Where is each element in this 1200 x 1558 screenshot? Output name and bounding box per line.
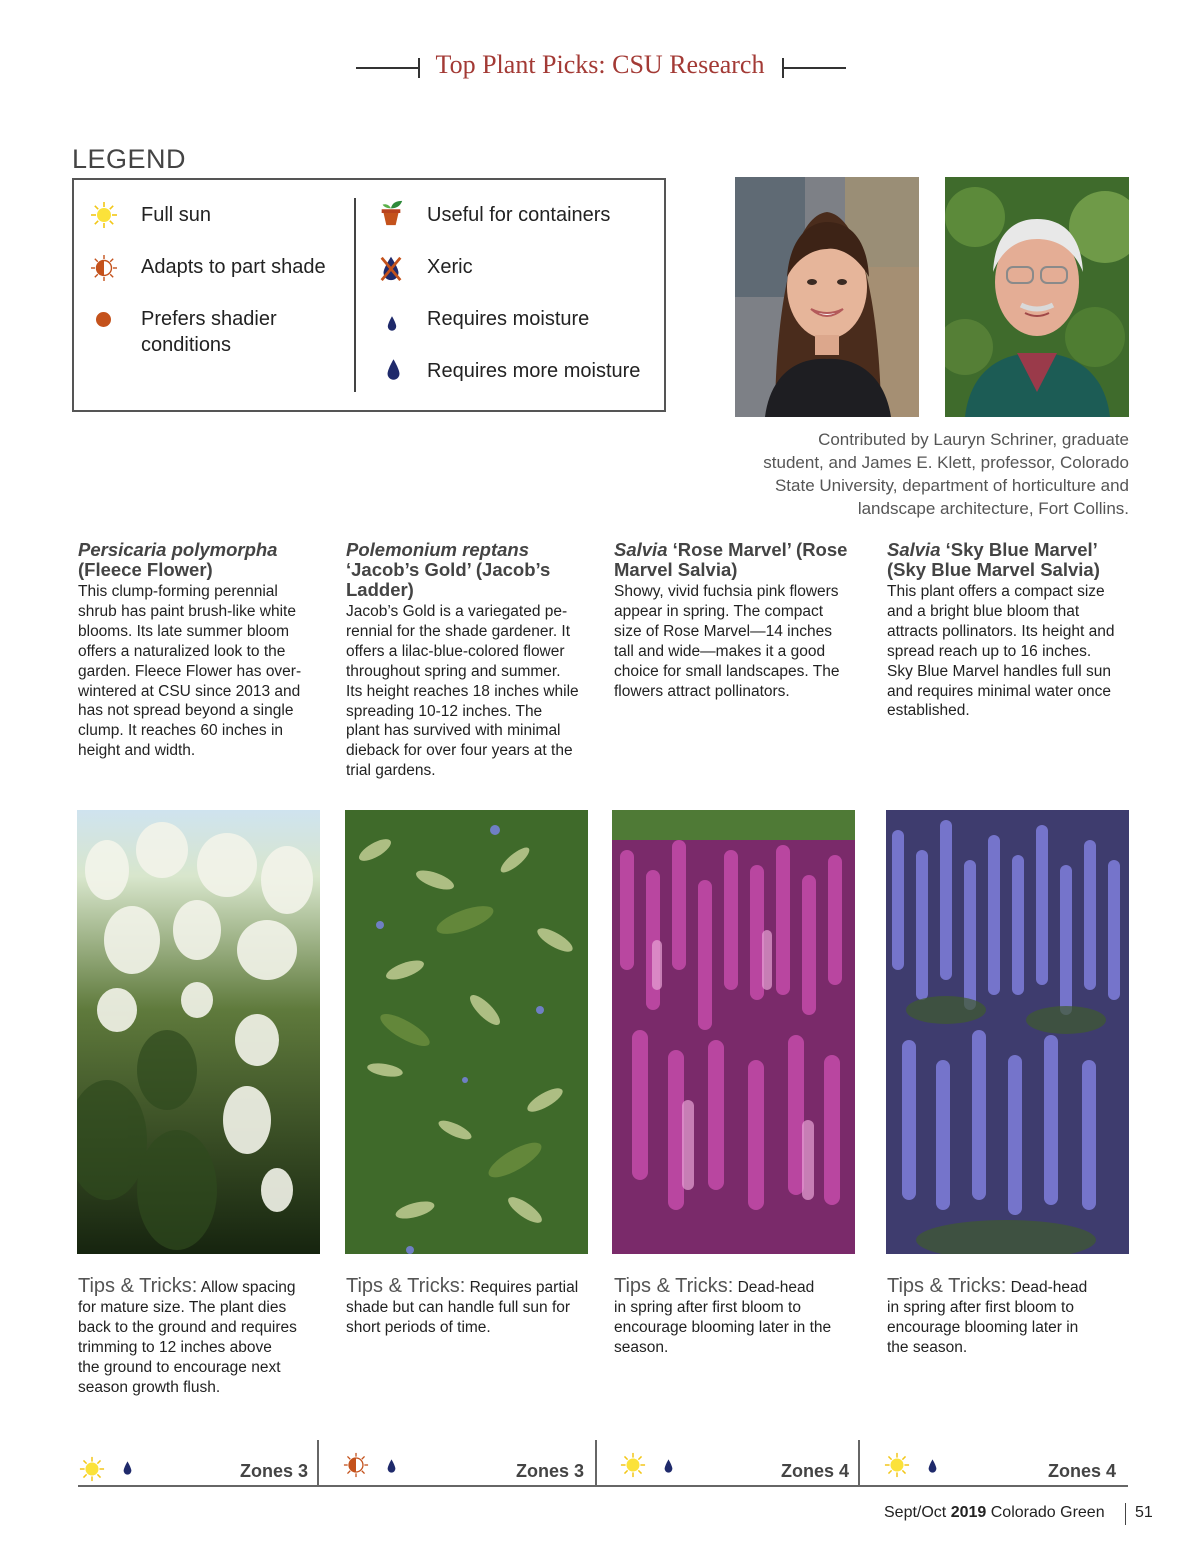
desc-line: Showy, vivid fuchsia pink flowers: [614, 583, 839, 600]
tips-line: trimming to 12 inches above: [78, 1339, 272, 1356]
plant-description: [614, 582, 839, 701]
zone-label: Zones 3: [240, 1461, 309, 1481]
desc-line: choice for small landscapes. The: [614, 662, 840, 680]
tips-line: Dead-head: [1010, 1279, 1088, 1296]
sun-icon: [90, 201, 118, 229]
tips-line: in spring after first bloom to: [887, 1299, 1074, 1316]
desc-line: shrub has paint brush-like white: [78, 602, 296, 620]
zone-bar-rule: [78, 1485, 1128, 1487]
desc-line: offers a lilac-blue-colored flower: [346, 642, 565, 660]
issue-month: Sept/Oct: [884, 1504, 947, 1521]
desc-line: dieback for over four years at the: [346, 742, 573, 760]
desc-line: flowers attract pollinators.: [614, 682, 790, 700]
plant-common-name: Marvel Salvia): [614, 559, 738, 580]
desc-line: throughout spring and summer.: [346, 662, 561, 680]
rose-marvel-salvia-photo: [612, 810, 855, 1254]
plant-description: [887, 582, 1114, 721]
legend-shadier-line1: Prefers shadier: [141, 308, 277, 330]
tips-label: Tips & Tricks:: [614, 1275, 734, 1297]
legend-more-moisture: Requires more moisture: [427, 360, 641, 382]
desc-line: offers a naturalized look to the: [78, 642, 286, 660]
tips-jacobs-ladder: [346, 1276, 578, 1338]
tips-line: the ground to encourage next: [78, 1359, 281, 1376]
plant-common-name: (Fleece Flower): [78, 559, 213, 580]
plant-description: [346, 602, 579, 781]
plant-title-rose-marvel: [614, 540, 847, 580]
plant-description: [78, 582, 301, 761]
header-rule-right: [782, 67, 846, 69]
desc-line: and requires minimal water once: [887, 682, 1111, 700]
desc-line: size of Rose Marvel—14 inches: [614, 622, 832, 640]
sun-icon: [79, 1456, 105, 1482]
zone-label: Zones 4: [781, 1461, 850, 1481]
small-drop-icon: [122, 1460, 133, 1476]
page-title: Top Plant Picks: CSU Research: [435, 50, 765, 79]
contributor-credit: [700, 428, 1129, 520]
footer-divider: [1125, 1503, 1126, 1525]
desc-line: appear in spring. The compact: [614, 602, 824, 620]
desc-line: spread reach up to 16 inches.: [887, 642, 1092, 660]
issue-footer: [884, 1504, 1105, 1522]
tips-fleece-flower: [78, 1276, 297, 1398]
legend-part-shade: Adapts to part shade: [141, 256, 326, 278]
tips-line: season.: [614, 1339, 669, 1356]
zone-separator: [317, 1440, 319, 1486]
legend-moisture: Requires moisture: [427, 308, 590, 330]
desc-line: attracts pollinators. Its height and: [887, 622, 1115, 640]
fleece-flower-photo: [77, 810, 320, 1254]
plant-latin-name: Polemonium reptans: [346, 539, 529, 560]
desc-line: plant has survived with minimal: [346, 722, 561, 740]
plant-title-jacobs-ladder: [346, 540, 550, 600]
tips-line: encourage blooming later in the: [614, 1319, 832, 1336]
jacobs-ladder-photo: [345, 810, 588, 1254]
page-number: 51: [1135, 1504, 1153, 1521]
legend-shadier-line2: conditions: [141, 334, 232, 356]
plant-common-name: (Sky Blue Marvel Salvia): [887, 559, 1100, 580]
desc-line: wintered at CSU since 2013 and: [78, 682, 301, 700]
small-drop-icon: [386, 315, 398, 332]
large-drop-icon: [385, 357, 402, 382]
tips-line: Requires partial: [469, 1279, 579, 1296]
legend-divider: [354, 198, 356, 392]
tips-rose-marvel: [614, 1276, 831, 1358]
credit-line-2: student, and James E. Klett, professor, Colorado: [763, 453, 1129, 472]
desc-line: Jacob’s Gold is a variegated pe-: [346, 603, 568, 620]
xeric-icon: [377, 254, 405, 282]
tips-label: Tips & Tricks:: [78, 1275, 198, 1297]
tips-label: Tips & Tricks:: [887, 1275, 1007, 1297]
credit-line-1: Contributed by Lauryn Schriner, graduate: [818, 430, 1129, 449]
plant-latin-name: Salvia: [614, 539, 668, 560]
desc-line: trial gardens.: [346, 762, 436, 780]
sky-blue-marvel-salvia-photo: [886, 810, 1129, 1254]
part-shade-icon: [343, 1452, 369, 1478]
tips-line: shade but can handle full sun for: [346, 1299, 571, 1316]
legend-xeric: Xeric: [427, 256, 473, 278]
plant-latin-name: Salvia: [887, 539, 941, 560]
portrait-james-klett: [945, 177, 1129, 417]
tips-line: in spring after first bloom to: [614, 1299, 801, 1316]
desc-line: height and width.: [78, 742, 196, 760]
plant-title-sky-blue-marvel: [887, 540, 1100, 580]
legend-title: LEGEND: [72, 144, 187, 174]
desc-line: garden. Fleece Flower has over-: [78, 662, 302, 680]
tips-line: Dead-head: [737, 1279, 815, 1296]
issue-year: 2019: [950, 1504, 987, 1521]
plant-latin-name: Persicaria polymorpha: [78, 539, 278, 560]
legend-containers: Useful for containers: [427, 204, 611, 226]
credit-line-3: State University, department of horticulture and: [774, 476, 1129, 495]
desc-line: This plant offers a compact size: [887, 583, 1105, 600]
container-pot-icon: [377, 199, 405, 227]
tips-label: Tips & Tricks:: [346, 1275, 466, 1297]
tips-line: short periods of time.: [346, 1319, 491, 1336]
zone-separator: [858, 1440, 860, 1486]
legend-shadier: [141, 306, 277, 358]
desc-line: This clump-forming perennial: [78, 583, 278, 600]
small-drop-icon: [386, 1458, 397, 1474]
desc-line: established.: [887, 702, 970, 720]
tips-line: for mature size. The plant dies: [78, 1299, 287, 1316]
legend-full-sun: Full sun: [141, 204, 212, 226]
zone-label: Zones 3: [516, 1461, 585, 1481]
portrait-lauryn-schriner: [735, 177, 919, 417]
plant-title-fleece-flower: [78, 540, 277, 580]
small-drop-icon: [927, 1458, 938, 1474]
tips-line: the season.: [887, 1339, 968, 1356]
plant-cultivar-name: ‘Jacob’s Gold’ (Jacob’s: [346, 559, 551, 580]
tips-line: season growth flush.: [78, 1379, 221, 1396]
desc-line: tall and wide—makes it a good: [614, 642, 826, 660]
tips-line: encourage blooming later in: [887, 1319, 1079, 1336]
tips-sky-blue-marvel: [887, 1276, 1087, 1358]
desc-line: blooms. Its late summer bloom: [78, 622, 290, 640]
plant-common-name: Ladder): [346, 579, 414, 600]
zone-separator: [595, 1440, 597, 1486]
desc-line: clump. It reaches 60 inches in: [78, 722, 284, 740]
plant-cultivar-name: ‘Sky Blue Marvel’: [945, 539, 1098, 560]
sun-icon: [884, 1452, 910, 1478]
zone-label: Zones 4: [1048, 1461, 1117, 1481]
part-shade-icon: [90, 254, 118, 282]
tips-line: back to the ground and requires: [78, 1319, 297, 1336]
magazine-name: Colorado Green: [990, 1504, 1105, 1521]
plant-cultivar-name: ‘Rose Marvel’ (Rose: [672, 539, 848, 560]
sun-icon: [620, 1452, 646, 1478]
small-drop-icon: [663, 1458, 674, 1474]
desc-line: Its height reaches 18 inches while: [346, 682, 579, 700]
desc-line: has not spread beyond a single: [78, 702, 294, 720]
credit-line-4: landscape architecture, Fort Collins.: [857, 499, 1129, 518]
desc-line: and a bright blue bloom that: [887, 602, 1080, 620]
desc-line: rennial for the shade gardener. It: [346, 622, 571, 640]
desc-line: spreading 10-12 inches. The: [346, 702, 543, 720]
desc-line: Sky Blue Marvel handles full sun: [887, 662, 1112, 680]
tips-line: Allow spacing: [200, 1279, 296, 1296]
header-rule-left: [356, 67, 420, 69]
shade-dot-icon: [96, 312, 111, 327]
